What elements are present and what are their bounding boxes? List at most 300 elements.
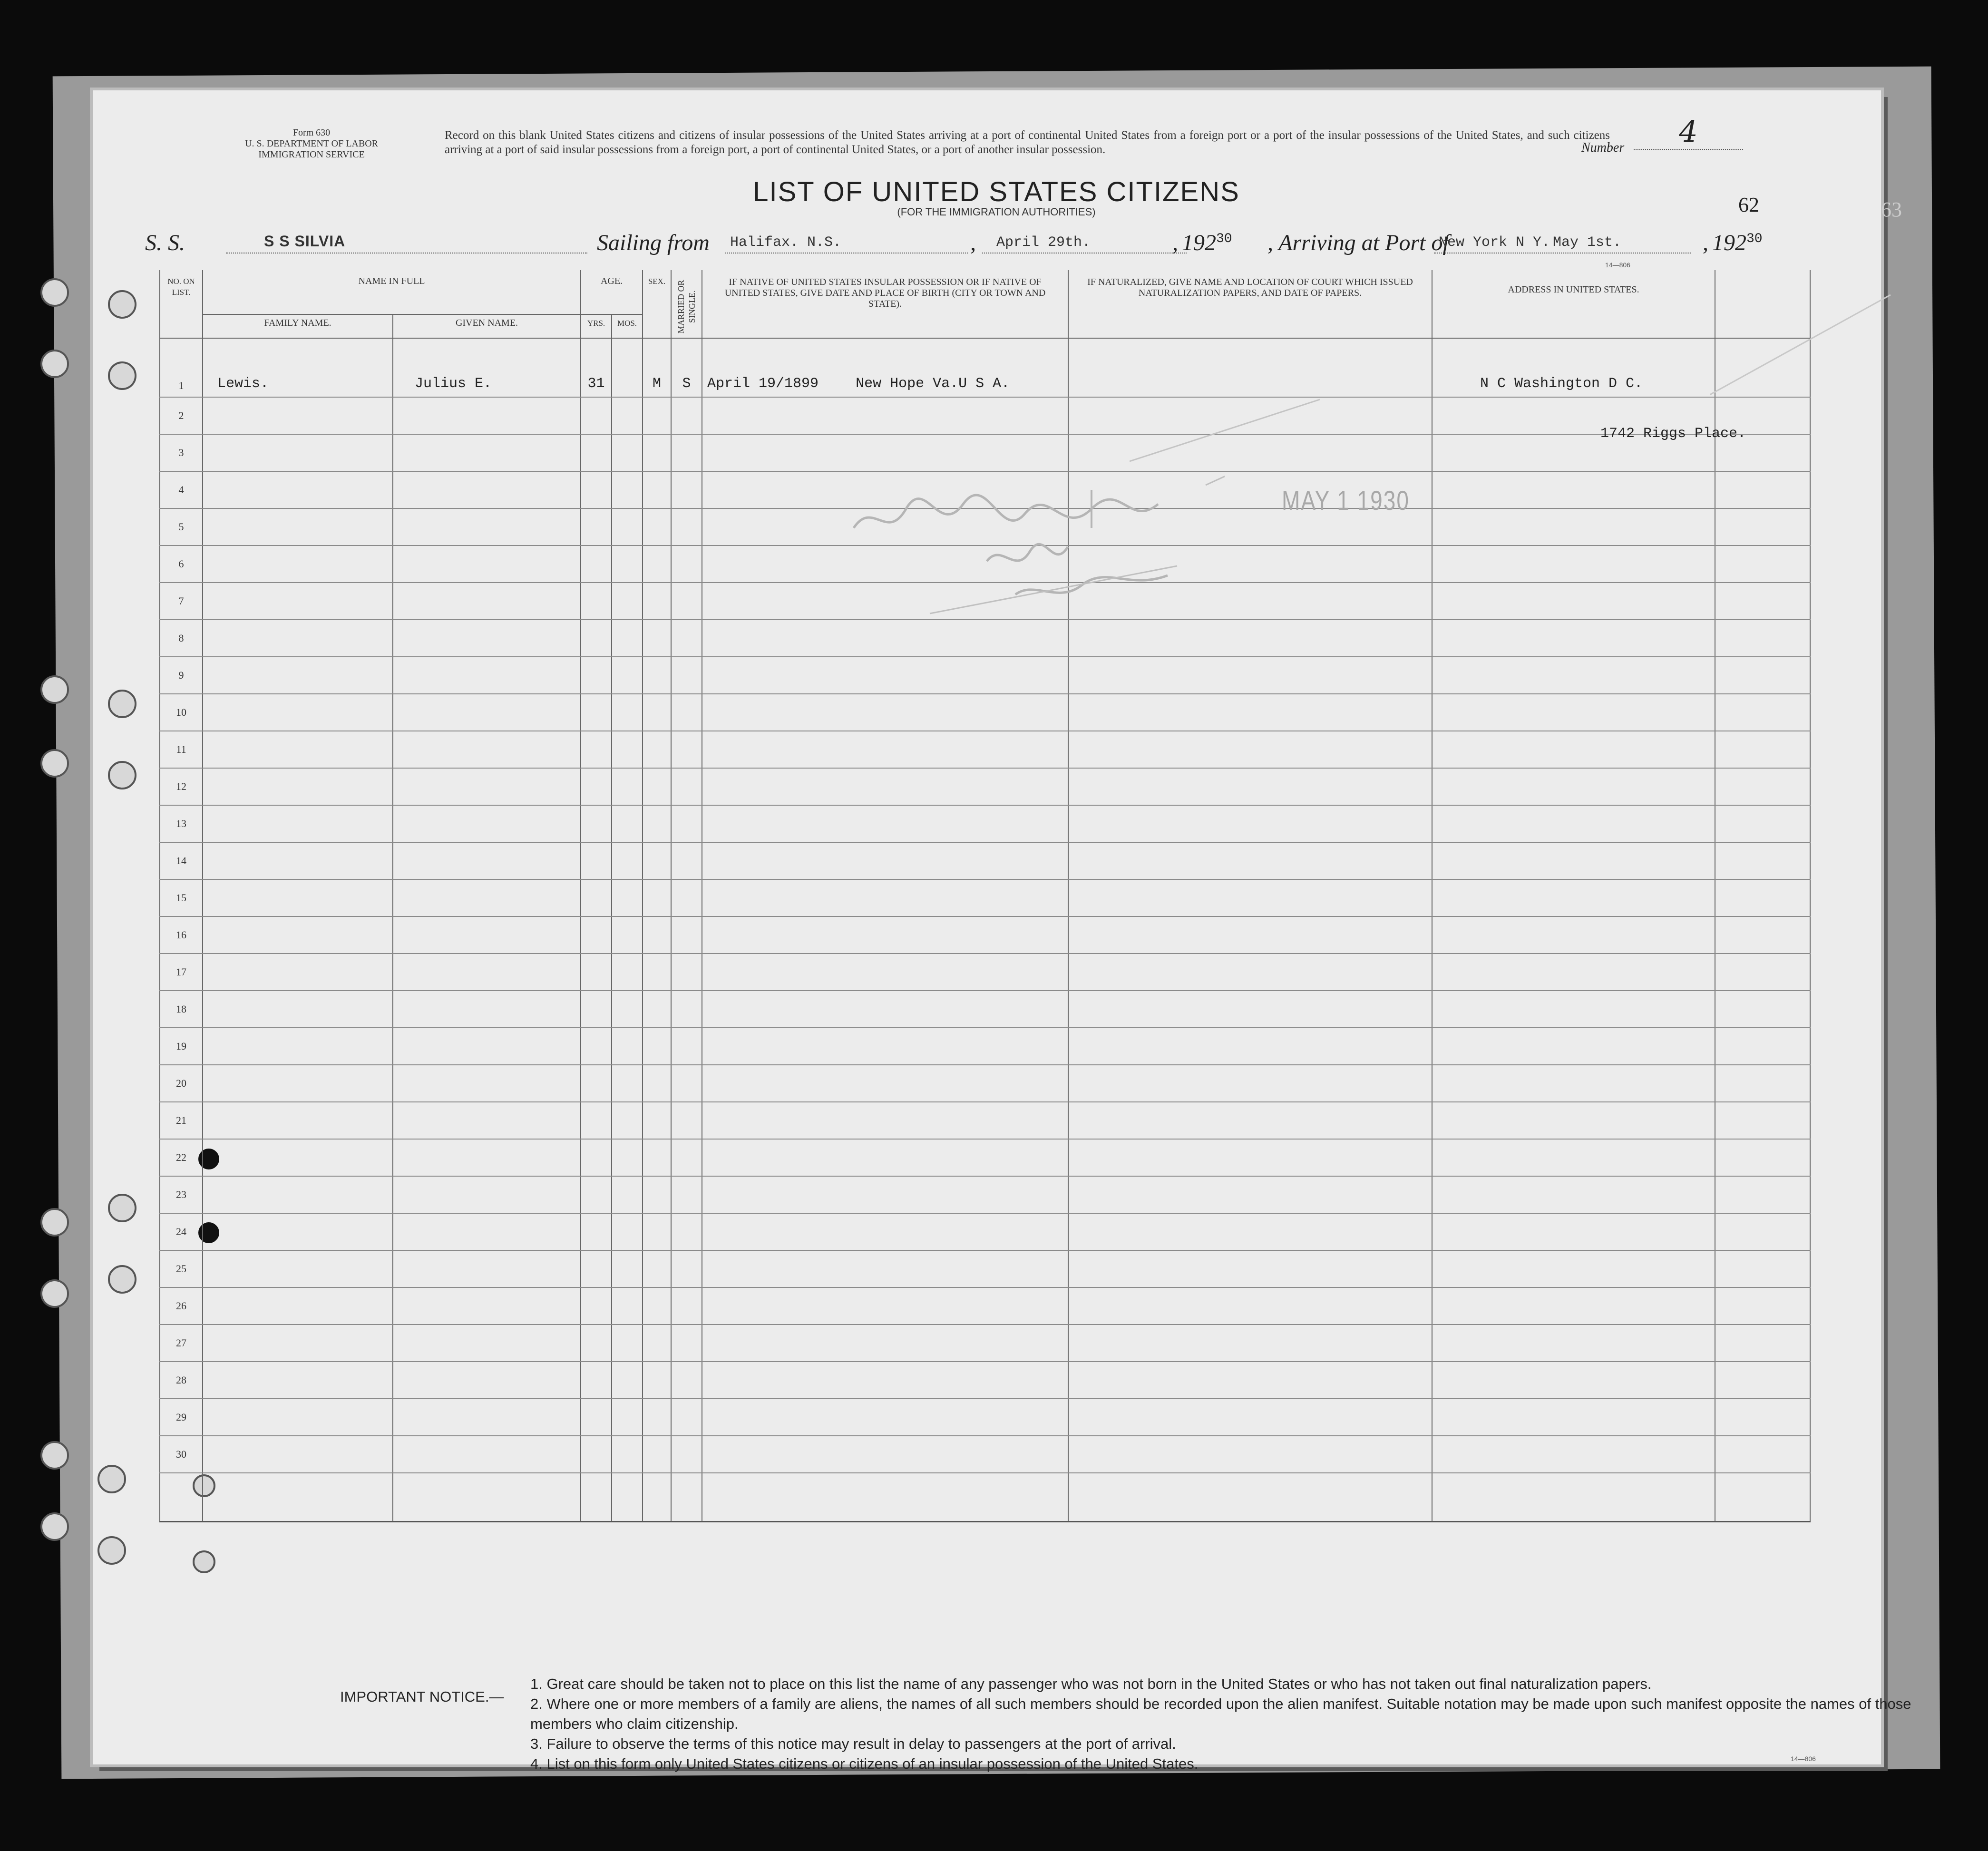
table-row [160,1028,1810,1065]
page-title: LIST OF UNITED STATES CITIZENS [753,176,1240,207]
empty-cell [671,1362,702,1399]
empty-cell [643,434,671,471]
empty-cell [612,842,643,879]
header-given-name: GIVEN NAME. [393,314,581,338]
naturalized-cell [1068,338,1432,397]
empty-cell [1432,879,1715,916]
empty-cell [1068,694,1432,731]
empty-cell [1432,1362,1715,1399]
form-instructions: Record on this blank United States citizens and citizens of insular possessions of the United States arriving at a port of continental United States from a foreign port or a port of the insular possessions of the United States, and such citizens arriving at a port of said insular possessions from a foreign port, a port of continental United States, or a port of another insular possession. [445,129,1610,156]
empty-cell [1068,805,1432,842]
empty-cell [393,991,581,1028]
empty-cell [203,1436,393,1473]
table-row [160,1250,1810,1287]
empty-cell [393,546,581,583]
table-row [160,1139,1810,1176]
form-identifier [212,127,411,160]
header-mos: MOS. [612,314,643,338]
empty-cell [1432,1139,1715,1176]
empty-cell [1715,508,1810,546]
row-number: 29 [160,1399,203,1436]
table-row [160,916,1810,954]
punch-hole [97,1536,126,1565]
empty-cell [1715,731,1810,768]
empty-cell [581,805,612,842]
empty-cell [203,397,393,434]
empty-cell [612,768,643,805]
empty-cell [1432,842,1715,879]
empty-cell [671,397,702,434]
empty-cell [612,1362,643,1399]
empty-cell [612,991,643,1028]
punch-hole [40,1279,69,1308]
empty-cell [1715,471,1810,508]
empty-cell [1432,657,1715,694]
empty-cell [643,879,671,916]
empty-cell [581,1213,612,1250]
punch-hole [40,749,69,778]
empty-cell [671,1473,702,1522]
given-name-cell: Julius E. [393,338,581,397]
number-label: Number [1581,140,1625,155]
empty-cell [203,546,393,583]
empty-cell [1068,657,1432,694]
empty-cell [393,1362,581,1399]
empty-cell [1715,842,1810,879]
arriving-label: , Arriving at Port of [1267,230,1449,255]
empty-cell [203,954,393,991]
empty-cell [612,508,643,546]
empty-cell [612,1325,643,1362]
empty-cell [581,916,612,954]
row-number: 27 [160,1325,203,1362]
printer-code: 14—806 [1605,261,1630,269]
row-number: 25 [160,1250,203,1287]
empty-cell [612,1139,643,1176]
empty-cell [671,1287,702,1325]
from-port: Halifax. N.S. [730,234,842,251]
table-row [160,842,1810,879]
row-number: 13 [160,805,203,842]
empty-cell [1068,1250,1432,1287]
row-number: 20 [160,1065,203,1102]
empty-cell [1068,620,1432,657]
empty-cell [671,694,702,731]
empty-cell [643,916,671,954]
row-number: 7 [160,583,203,620]
empty-cell [702,991,1068,1028]
empty-cell [612,1065,643,1102]
empty-cell [643,1213,671,1250]
empty-cell [581,1139,612,1176]
row-number: 30 [160,1436,203,1473]
empty-cell [581,954,612,991]
empty-cell [581,879,612,916]
empty-cell [1715,991,1810,1028]
table-row [160,1176,1810,1213]
empty-cell [581,731,612,768]
empty-cell [671,1436,702,1473]
empty-cell [393,842,581,879]
empty-cell [203,583,393,620]
empty-cell [393,954,581,991]
empty-cell [1715,546,1810,583]
voyage-line [93,226,1881,269]
empty-cell [643,768,671,805]
empty-cell [393,508,581,546]
header-native-birth: IF NATIVE OF UNITED STATES INSULAR POSSESSION OR IF NATIVE OF UNITED STATES, GIVE DATE AND PLACE OF BIRTH (CITY OR TOWN AND STATE). [702,270,1068,338]
empty-cell [671,1213,702,1250]
header-naturalized: IF NATURALIZED, GIVE NAME AND LOCATION OF COURT WHICH ISSUED NATURALIZATION PAPERS, AND DATE OF PAPERS. [1068,270,1432,338]
empty-cell [671,1065,702,1102]
empty-cell [581,991,612,1028]
ss-label: S. S. [145,230,185,255]
punch-hole [40,350,69,378]
empty-cell [612,471,643,508]
row-number: 9 [160,657,203,694]
passenger-table [159,270,1811,1522]
empty-cell [702,694,1068,731]
row-number: 24 [160,1213,203,1250]
empty-cell [671,879,702,916]
empty-cell [1432,620,1715,657]
empty-cell [1715,805,1810,842]
empty-cell [702,731,1068,768]
empty-cell [1068,879,1432,916]
punch-hole [40,1512,69,1541]
empty-cell [671,583,702,620]
empty-cell [393,471,581,508]
ship-name: S S SILVIA [264,233,346,250]
header-sex: SEX. [643,270,671,338]
empty-cell [203,1399,393,1436]
table-row [160,1065,1810,1102]
empty-cell [702,1250,1068,1287]
empty-cell [671,1325,702,1362]
table-row [160,657,1810,694]
empty-cell [671,546,702,583]
empty-cell [1432,1436,1715,1473]
empty-cell [393,768,581,805]
empty-cell [581,1287,612,1325]
empty-cell [203,1362,393,1399]
empty-cell [393,657,581,694]
empty-cell [1715,1436,1810,1473]
empty-cell [643,1139,671,1176]
empty-cell [612,1473,643,1522]
birth-place: New Hope Va.U S A. [856,376,1010,392]
table-row [160,338,1810,397]
table-row [160,954,1810,991]
table-row [160,434,1810,471]
empty-cell [643,397,671,434]
empty-cell [203,620,393,657]
empty-cell [160,1473,203,1522]
punch-hole [108,761,136,789]
empty-cell [581,1399,612,1436]
row-number: 17 [160,954,203,991]
empty-cell [203,471,393,508]
empty-cell [581,1362,612,1399]
table-row [160,397,1810,434]
empty-cell [203,434,393,471]
empty-cell [702,805,1068,842]
empty-cell [203,1213,393,1250]
table-row [160,1436,1810,1473]
empty-cell [1432,1287,1715,1325]
empty-cell [1068,1139,1432,1176]
empty-cell [1715,1102,1810,1139]
empty-cell [581,1436,612,1473]
table-row [160,768,1810,805]
empty-cell [702,1287,1068,1325]
empty-cell [581,657,612,694]
arrival-date-stamp: MAY 1 1930 [1282,485,1410,516]
department-name: U. S. DEPARTMENT OF LABOR [245,138,378,149]
punch-hole [97,1465,126,1493]
empty-cell [702,1473,1068,1522]
empty-cell [702,768,1068,805]
empty-cell [393,805,581,842]
empty-cell [612,657,643,694]
empty-cell [1432,1102,1715,1139]
manifest-page [93,90,1911,1772]
empty-cell [1432,1473,1715,1522]
empty-cell [203,694,393,731]
row-number: 4 [160,471,203,508]
empty-cell [671,805,702,842]
empty-cell [203,768,393,805]
sail-year: , $192^{30}$ [1172,230,1232,255]
row-number: 6 [160,546,203,583]
empty-cell [671,916,702,954]
empty-cell [393,1325,581,1362]
row-number: 8 [160,620,203,657]
empty-cell [1715,620,1810,657]
empty-cell [1068,1436,1432,1473]
footer-code: 14—806 [1791,1755,1816,1763]
empty-cell [1715,583,1810,620]
birth-date: April 19/1899 [707,376,819,392]
table-row [160,1102,1810,1139]
empty-cell [1715,657,1810,694]
row-number: 19 [160,1028,203,1065]
empty-cell [581,694,612,731]
year-prefix: 192 [1182,230,1216,255]
punch-hole [40,675,69,704]
punch-hole [40,1441,69,1470]
empty-cell [612,1287,643,1325]
sex-cell: M [643,338,671,397]
empty-cell [393,1436,581,1473]
punch-hole [40,278,69,307]
empty-cell [643,1028,671,1065]
empty-cell [643,1399,671,1436]
notice-heading: IMPORTANT NOTICE.— [340,1688,504,1705]
empty-cell [671,1028,702,1065]
empty-cell [1068,991,1432,1028]
empty-cell [643,657,671,694]
notice-item: 2. Where one or more members of a family are aliens, the names of all such members should be recorded upon the alien manifest. Suitable notation may be made upon such manifest opposite the names of those members who claim citizenship. [530,1695,1911,1732]
empty-cell [1068,1473,1432,1522]
empty-cell [393,1399,581,1436]
empty-cell [1715,1139,1810,1176]
empty-cell [612,546,643,583]
empty-cell [702,1139,1068,1176]
marital-cell: S [671,338,702,397]
empty-cell [1715,1325,1810,1362]
empty-cell [1432,768,1715,805]
empty-cell [643,1362,671,1399]
empty-cell [1068,731,1432,768]
empty-cell [1432,694,1715,731]
empty-cell [1715,1213,1810,1250]
empty-cell [203,842,393,879]
empty-cell [612,805,643,842]
empty-cell [393,1139,581,1176]
table-row [160,1325,1810,1362]
empty-cell [1068,1287,1432,1325]
empty-cell [393,1102,581,1139]
empty-cell [203,1139,393,1176]
empty-cell [393,1250,581,1287]
empty-cell [1432,731,1715,768]
empty-cell [671,991,702,1028]
empty-cell [1432,508,1715,546]
empty-cell [1432,805,1715,842]
row-number: 12 [160,768,203,805]
header-family-name: FAMILY NAME. [203,314,393,338]
empty-cell [702,1176,1068,1213]
table-row [160,1399,1810,1436]
empty-cell [203,1250,393,1287]
sailing-label: Sailing from [597,230,710,255]
form-number: Form 630 [292,127,331,138]
empty-cell [702,879,1068,916]
empty-cell [1715,1065,1810,1102]
empty-cell [1068,1362,1432,1399]
empty-cell [1068,842,1432,879]
empty-cell [702,434,1068,471]
empty-cell [581,842,612,879]
empty-cell [702,620,1068,657]
punch-hole [40,1208,69,1237]
table-row-tail [160,1473,1810,1522]
empty-cell [1068,1325,1432,1362]
empty-cell [203,991,393,1028]
empty-cell [1715,954,1810,991]
empty-cell [1068,1028,1432,1065]
service-name: IMMIGRATION SERVICE [258,149,365,160]
empty-cell [643,1065,671,1102]
empty-cell [1432,583,1715,620]
empty-cell [643,620,671,657]
empty-cell [702,397,1068,434]
empty-cell [203,805,393,842]
empty-cell [643,1250,671,1287]
row-number: 16 [160,916,203,954]
empty-cell [702,1213,1068,1250]
married-single-text: MARRIED OR SINGLE. [676,280,697,334]
empty-cell [671,1399,702,1436]
empty-cell [643,546,671,583]
punch-hole [108,290,136,319]
punch-hole [108,361,136,390]
notice-list [530,1674,1919,1774]
empty-cell [643,471,671,508]
empty-cell [1715,879,1810,916]
empty-cell [203,657,393,694]
row-number: 28 [160,1362,203,1399]
empty-cell [671,1250,702,1287]
empty-cell [702,916,1068,954]
empty-cell [1432,1325,1715,1362]
comma: , [970,230,976,255]
empty-cell [1068,768,1432,805]
empty-cell [581,620,612,657]
header-married-single [671,270,702,338]
empty-cell [581,471,612,508]
header-yrs: YRS. [581,314,612,338]
empty-cell [203,1287,393,1325]
empty-cell [671,954,702,991]
empty-cell [203,1473,393,1522]
empty-cell [1432,546,1715,583]
empty-cell [671,508,702,546]
notice-item: 1. Great care should be taken not to place on this list the name of any passenger who was not born in the United States or who has not taken out final naturalization papers. [530,1676,1652,1692]
empty-cell [393,1176,581,1213]
page-number-right: 63 [1881,198,1902,221]
table-row [160,879,1810,916]
header-no-on-list: NO. ON LIST. [160,270,203,338]
sail-date: April 29th. [996,234,1091,251]
year-prefix-2: 192 [1712,230,1746,255]
empty-cell [1715,1176,1810,1213]
empty-cell [671,1176,702,1213]
empty-cell [393,916,581,954]
birth-cell [702,338,1068,397]
empty-cell [1068,1102,1432,1139]
empty-cell [702,1399,1068,1436]
punch-hole [108,690,136,718]
empty-cell [1715,916,1810,954]
empty-cell [393,397,581,434]
empty-cell [702,657,1068,694]
empty-cell [671,620,702,657]
empty-cell [393,434,581,471]
empty-cell [581,1102,612,1139]
empty-cell [1068,954,1432,991]
empty-cell [1715,1362,1810,1399]
empty-cell [612,694,643,731]
row-number: 2 [160,397,203,434]
header-address: ADDRESS IN UNITED STATES. [1432,270,1715,338]
table-row [160,1213,1810,1250]
page-number-left: 62 [1738,193,1759,216]
empty-cell [1432,916,1715,954]
empty-cell [1715,694,1810,731]
empty-cell [612,1176,643,1213]
empty-cell [643,508,671,546]
empty-cell [393,1287,581,1325]
empty-cell [612,1250,643,1287]
empty-cell [581,1176,612,1213]
empty-cell [1432,991,1715,1028]
empty-cell [203,508,393,546]
empty-cell [1432,471,1715,508]
empty-cell [393,1065,581,1102]
pencil-diagonal-mark [1710,290,1900,404]
